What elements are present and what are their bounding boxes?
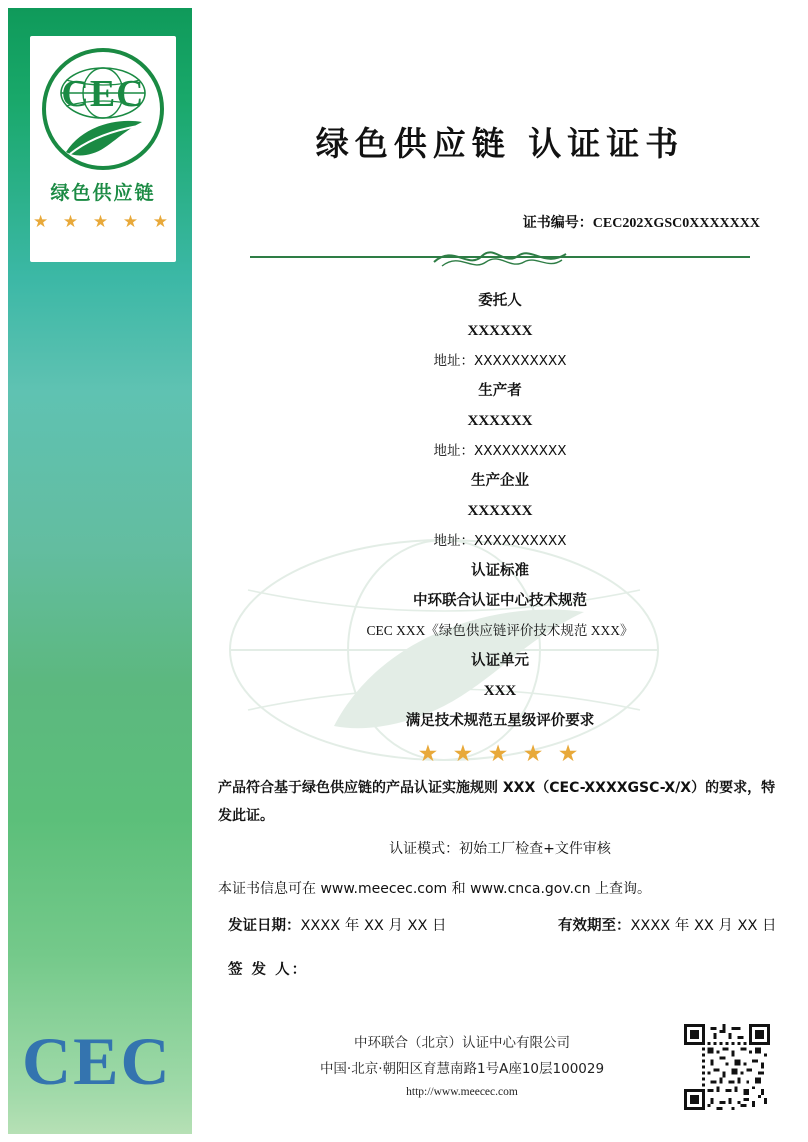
certification-mode-value: 初始工厂检查+文件审核 xyxy=(459,841,611,857)
field-address-value-manufacturer: XXXXXXXXXX xyxy=(474,533,567,549)
field-address-client xyxy=(192,346,808,376)
leaf-icon xyxy=(64,118,144,160)
cec-logo-box xyxy=(30,36,176,262)
field-label-manufacturer: 生产企业 xyxy=(471,473,529,489)
page-title: 绿色供应链 认证证书 xyxy=(315,124,685,163)
issue-date-value: XXXX 年 XX 月 XX 日 xyxy=(300,918,447,934)
field-address-label-producer: 地址： xyxy=(433,443,474,459)
footer-company: 中环联合（北京）认证中心有限公司 xyxy=(354,1035,570,1051)
qr-code-icon xyxy=(684,1024,770,1110)
rating-text: 满足技术规范五星级评价要求 xyxy=(405,713,595,729)
footer-url: http://www.meecec.com xyxy=(406,1086,518,1098)
logo-stars: ★ ★ ★ ★ ★ xyxy=(32,212,174,231)
field-value-standard-code: CEC XXX《绿色供应链评价技术规范 XXX》 xyxy=(366,623,634,638)
field-value-unit: XXX xyxy=(483,683,517,699)
cec-emblem-icon xyxy=(42,48,164,170)
rating-stars: ★ ★ ★ ★ ★ xyxy=(417,740,583,766)
logo-label: 绿色供应链 xyxy=(50,182,156,204)
issue-date xyxy=(228,914,447,935)
valid-until-value: XXXX 年 XX 月 XX 日 xyxy=(630,918,777,934)
field-value-producer: XXXXXX xyxy=(467,413,533,429)
statement-paragraph: 产品符合基于绿色供应链的产品认证实施规则 XXX（CEC-XXXXGSC-X/X）的要求，特发此证。 xyxy=(218,780,776,824)
field-address-value-producer: XXXXXXXXXX xyxy=(474,443,567,459)
field-address-label-manufacturer: 地址： xyxy=(433,533,474,549)
certificate-body xyxy=(192,0,808,1142)
cec-emblem-text: CEC xyxy=(61,73,145,115)
field-label-producer: 生产者 xyxy=(478,383,522,399)
field-address-manufacturer xyxy=(192,526,808,556)
field-label-unit: 认证单元 xyxy=(471,653,529,669)
field-value-standard-org: 中环联合认证中心技术规范 xyxy=(413,593,587,609)
certificate-number xyxy=(523,212,760,232)
field-address-producer xyxy=(192,436,808,466)
footer-text-block xyxy=(232,1030,692,1102)
sidebar-gradient-panel xyxy=(8,8,192,1134)
signer-label: 签 发 人： xyxy=(228,962,309,978)
field-address-label-client: 地址： xyxy=(433,353,474,369)
field-label-client: 委托人 xyxy=(478,293,522,309)
certificate-fields xyxy=(192,286,808,770)
issue-date-label: 发证日期： xyxy=(228,918,301,934)
field-label-standard: 认证标准 xyxy=(471,563,529,579)
certificate-number-value: CEC202XGSC0XXXXXXX xyxy=(592,216,760,231)
valid-until xyxy=(558,914,777,935)
divider-ornament-icon xyxy=(424,240,576,274)
sidebar-bottom-mark: CEC xyxy=(22,1023,172,1099)
field-value-client: XXXXXX xyxy=(467,323,533,339)
field-value-manufacturer: XXXXXX xyxy=(467,503,533,519)
query-note: 本证书信息可在 www.meecec.com 和 www.cnca.gov.cn 上查询。 xyxy=(218,881,652,897)
field-address-value-client: XXXXXXXXXX xyxy=(474,353,567,369)
footer-address: 中国·北京·朝阳区育慧南路1号A座10层100029 xyxy=(319,1061,605,1077)
certification-mode xyxy=(192,838,808,858)
certificate-number-label: 证书编号： xyxy=(522,216,593,231)
certification-mode-label: 认证模式： xyxy=(389,841,460,857)
valid-until-label: 有效期至： xyxy=(558,918,631,934)
